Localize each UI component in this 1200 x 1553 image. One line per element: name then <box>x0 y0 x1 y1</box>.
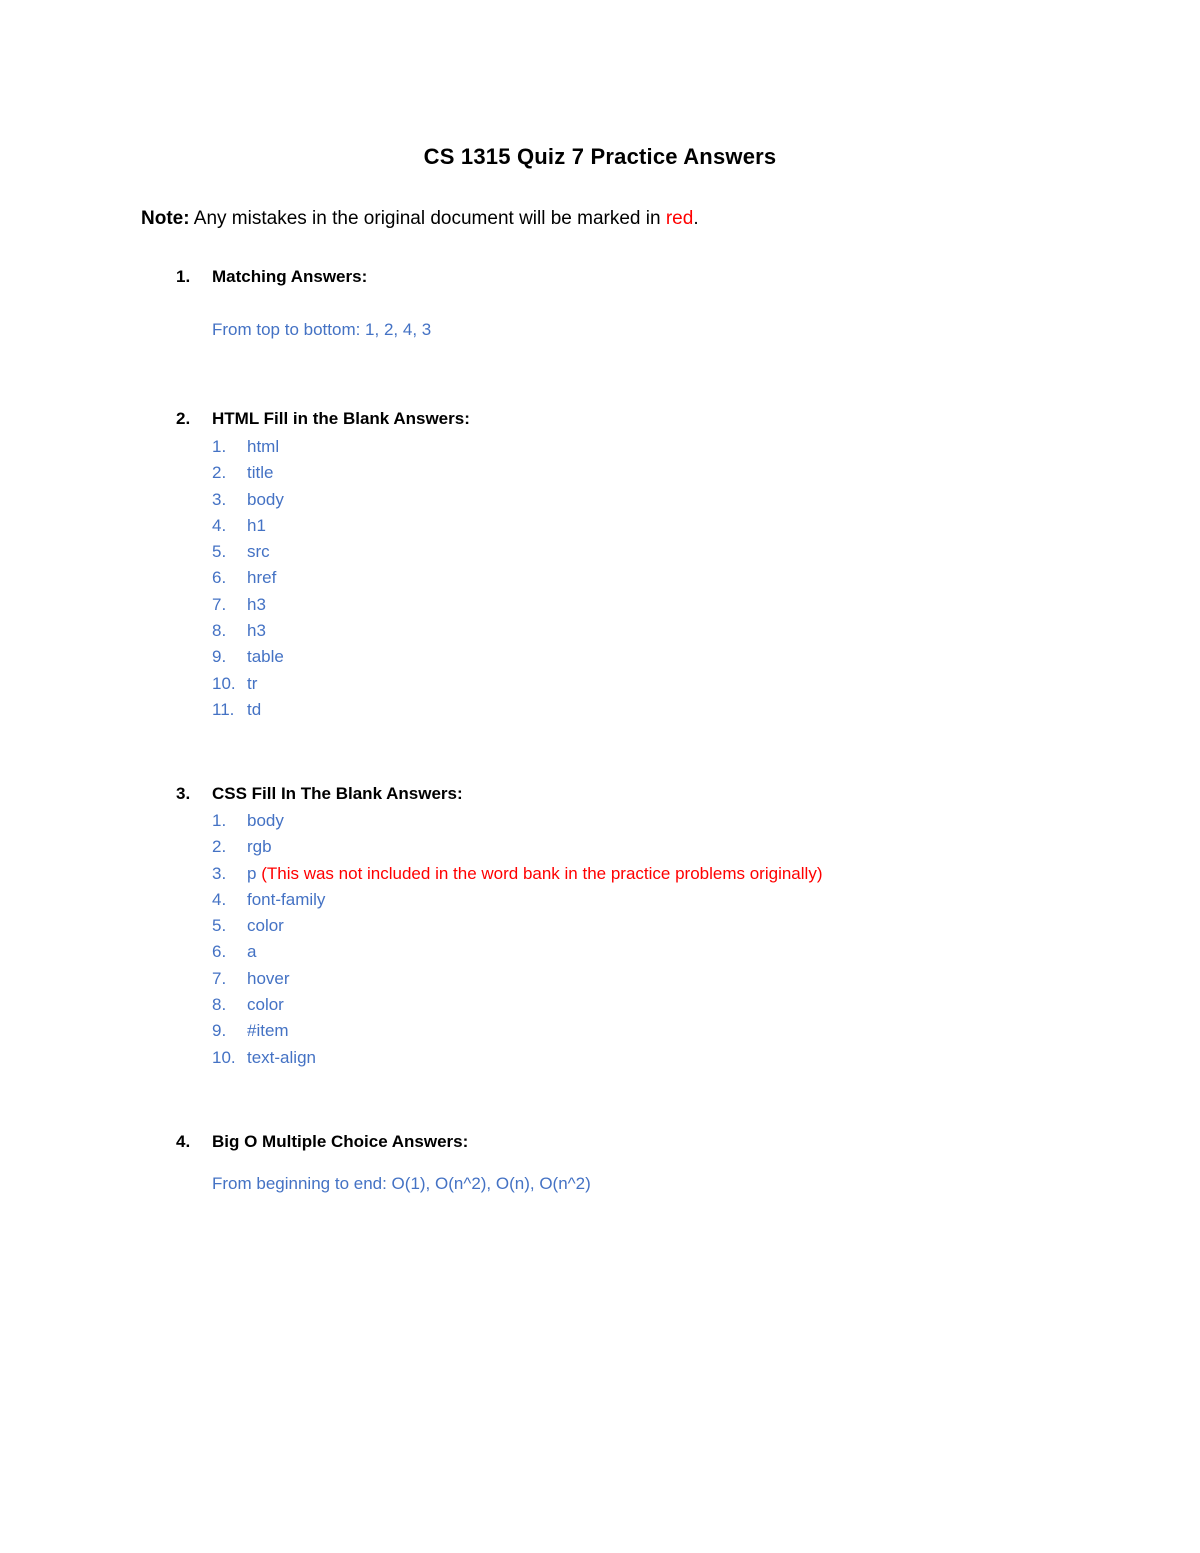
list-item: 7. hover <box>212 968 290 988</box>
list-item: 4. h1 <box>212 515 266 535</box>
section-title: Big O Multiple Choice Answers: <box>212 1132 469 1151</box>
section-1-heading <box>176 267 367 287</box>
page-title: CS 1315 Quiz 7 Practice Answers <box>423 144 777 169</box>
section-number: 1. <box>176 267 191 286</box>
list-item: 8. color <box>212 995 284 1015</box>
list-item: 10. tr <box>212 673 258 693</box>
section-2-heading <box>176 409 470 429</box>
section-title: HTML Fill in the Blank Answers: <box>212 409 470 428</box>
list-item: 3. p (This was not included in the word bank in the practice problems originally) <box>212 863 823 883</box>
list-item: 2. rgb <box>212 837 272 857</box>
list-item: 5. src <box>212 542 270 562</box>
list-item: 4. font-family <box>212 889 326 909</box>
note-end: . <box>693 208 699 229</box>
css-answer-list <box>212 808 822 1071</box>
note-text: Any mistakes in the original document will be marked in <box>189 208 666 229</box>
section-title: Matching Answers: <box>212 267 368 286</box>
list-item: 6. a <box>212 942 257 962</box>
list-item: 10. text-align <box>212 1047 316 1067</box>
matching-answer: From top to bottom: 1, 2, 4, 3 <box>212 320 432 339</box>
list-item: 1. body <box>212 811 284 830</box>
big-o-answer: From beginning to end: O(1), O(n^2), O(n), O(n^2) <box>212 1174 591 1193</box>
list-item: 9. table <box>212 647 284 667</box>
section-3-heading <box>176 784 463 804</box>
section-4-heading <box>176 1132 468 1152</box>
list-item: 3. body <box>212 489 284 509</box>
note-red-word: red <box>665 208 694 229</box>
section-number: 2. <box>176 409 191 428</box>
list-item: 1. html <box>212 437 280 456</box>
list-item: 2. title <box>212 463 274 483</box>
html-answer-list <box>212 434 284 723</box>
note-label: Note: <box>141 208 190 229</box>
note-line <box>141 208 699 230</box>
list-item: 6. href <box>212 568 277 588</box>
list-item: 5. color <box>212 916 284 936</box>
section-number: 3. <box>176 784 191 803</box>
correction-note: (This was not included in the word bank in the practice problems originally) <box>261 863 823 883</box>
list-item: 7. h3 <box>212 594 266 614</box>
list-item: 8. h3 <box>212 621 266 641</box>
section-number: 4. <box>176 1132 191 1151</box>
list-item: 9. #item <box>212 1021 289 1041</box>
section-title: CSS Fill In The Blank Answers: <box>212 784 463 803</box>
list-item: 11. td <box>212 699 262 719</box>
